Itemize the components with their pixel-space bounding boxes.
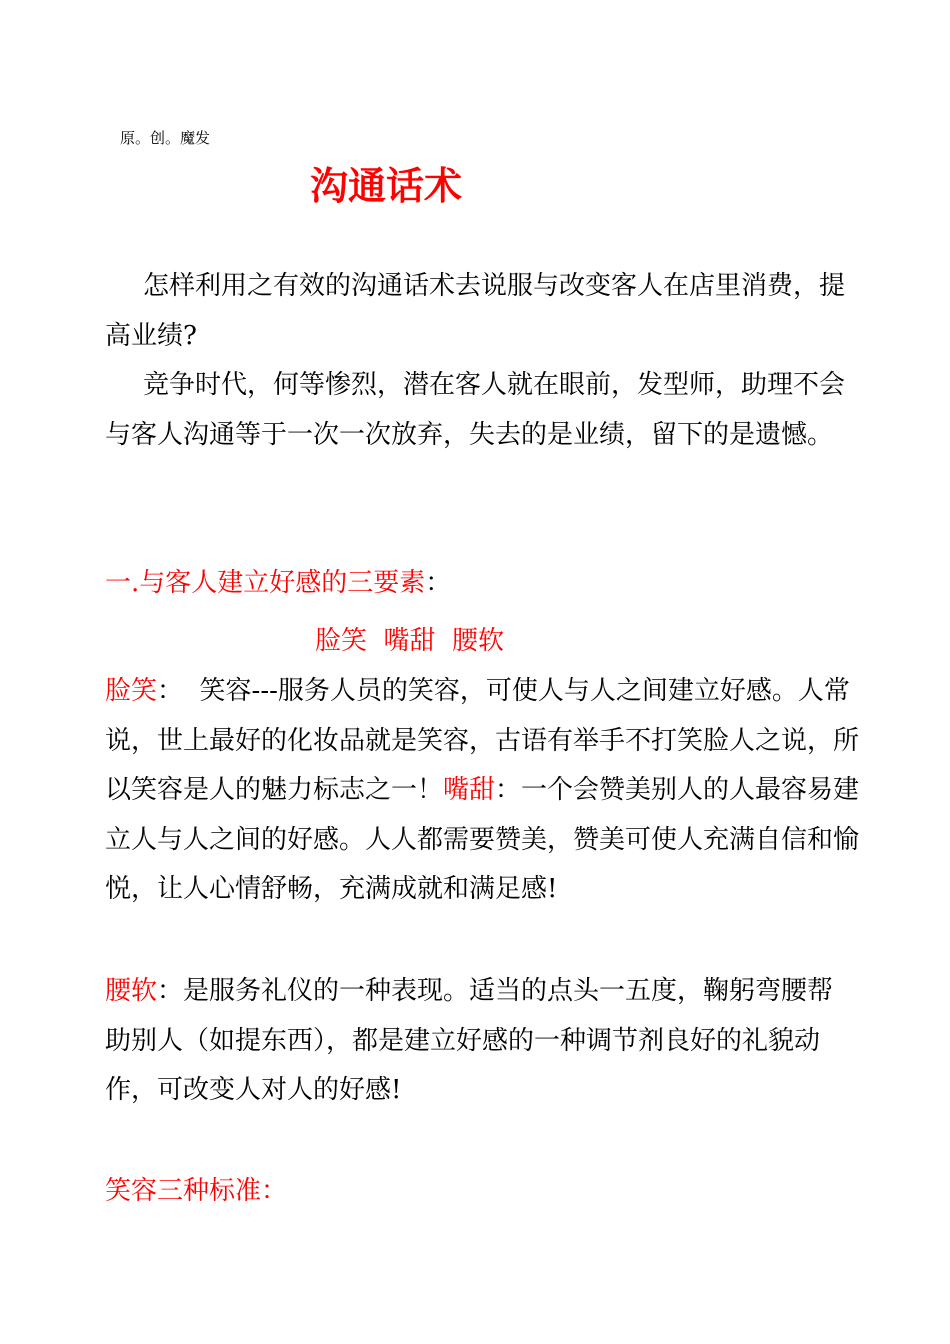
header-note: 原。创。魔发 [120, 129, 211, 147]
intro-paragraph-2: 竞争时代，何等惨烈，潜在客人就在眼前，发型师，助理不会与客人沟通等于一次一次放弃，失去的是业绩，留下的是遗憾。 [105, 370, 846, 450]
smile-paragraph [105, 667, 875, 915]
three-elements-keywords: 脸笑 嘴甜 腰软 [315, 626, 505, 656]
smile-text: 笑容---服务人员的笑容，可使人与人之间建立好感。人常说，世上最好的化妆品就是笑容，古语有举手不打笑脸人之说，所以笑容是人的魅力标志之一！ [105, 676, 860, 805]
section-2-heading-colon: ： [261, 1176, 288, 1206]
sweet-text: ：一个会赞美别人的人最容易建立人与人之间的好感。人人都需要赞美，赞美可使人充满自信和愉悦，让人心情舒畅，充满成就和满足感! [105, 775, 860, 904]
intro-paragraph-1: 怎样利用之有效的沟通话术去说服与改变客人在店里消费，提高业绩? [105, 271, 846, 351]
waist-text: ：是服务礼仪的一种表现。适当的点头一五度，鞠躬弯腰帮助别人（如提东西），都是建立好感的一种调节剂良好的礼貌动作，可改变人对人的好感! [105, 976, 834, 1105]
section-2-heading [105, 1167, 865, 1217]
waist-paragraph [105, 967, 847, 1116]
document-title: 沟通话术 [310, 164, 463, 208]
smile-label: 脸笑 [105, 676, 158, 706]
smile-colon: ： [157, 676, 184, 706]
waist-label: 腰软 [105, 976, 158, 1006]
section-2-heading-text: 笑容三种标准 [105, 1176, 262, 1206]
section-1-heading-colon: ： [425, 568, 452, 598]
sweet-label: 嘴甜 [443, 775, 496, 805]
section-1-heading [105, 559, 865, 609]
section-1-heading-text: 一.与客人建立好感的三要素 [105, 568, 426, 598]
